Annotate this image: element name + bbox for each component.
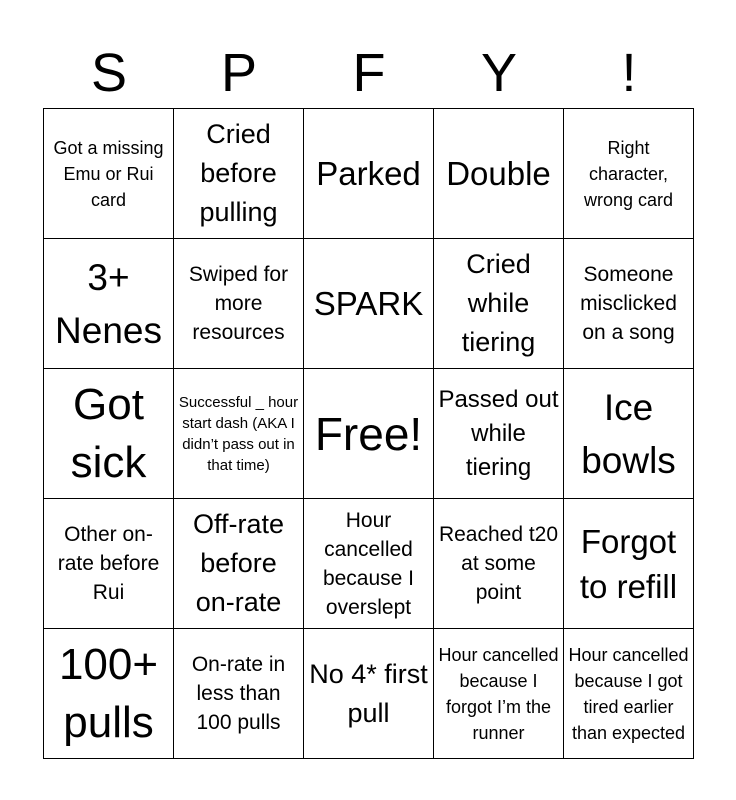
bingo-cell[interactable]: Cried while tiering <box>434 239 564 369</box>
bingo-cell[interactable]: Reached t20 at some point <box>434 499 564 629</box>
bingo-cell[interactable]: SPARK <box>304 239 434 369</box>
bingo-cell[interactable]: Successful _ hour start dash (AKA I didn’t pass out in that time) <box>174 369 304 499</box>
bingo-board <box>43 108 694 759</box>
bingo-cell[interactable]: Got a missing Emu or Rui card <box>44 109 174 239</box>
bingo-cell[interactable]: No 4* first pull <box>304 629 434 759</box>
bingo-cell[interactable]: 100+ pulls <box>44 629 174 759</box>
bingo-cell[interactable]: Ice bowls <box>564 369 694 499</box>
bingo-cell[interactable]: Got sick <box>44 369 174 499</box>
bingo-cell[interactable]: Double <box>434 109 564 239</box>
bingo-cell[interactable]: On-rate in less than 100 pulls <box>174 629 304 759</box>
bingo-cell[interactable]: Other on-rate before Rui <box>44 499 174 629</box>
header-letter-exclaim: ! <box>621 43 637 103</box>
bingo-cell[interactable]: Passed out while tiering <box>434 369 564 499</box>
bingo-cell[interactable]: 3+ Nenes <box>44 239 174 369</box>
bingo-cell[interactable]: Swiped for more resources <box>174 239 304 369</box>
bingo-cell[interactable]: Hour cancelled because I got tired earlier than expected <box>564 629 694 759</box>
bingo-cell[interactable]: Forgot to refill <box>564 499 694 629</box>
free-space-cell[interactable]: Free! <box>304 369 434 499</box>
bingo-header <box>44 38 694 108</box>
header-letter-f: F <box>352 43 386 103</box>
bingo-cell[interactable]: Hour cancelled because I forgot I’m the runner <box>434 629 564 759</box>
bingo-cell[interactable]: Cried before pulling <box>174 109 304 239</box>
header-letter-p: P <box>220 43 258 103</box>
bingo-cell[interactable]: Parked <box>304 109 434 239</box>
header-letter-y: Y <box>480 43 518 103</box>
bingo-cell[interactable]: Off-rate before on-rate <box>174 499 304 629</box>
header-letter-s: S <box>90 43 128 103</box>
bingo-cell[interactable]: Someone misclicked on a song <box>564 239 694 369</box>
bingo-cell[interactable]: Hour cancelled because I overslept <box>304 499 434 629</box>
bingo-cell[interactable]: Right character, wrong card <box>564 109 694 239</box>
